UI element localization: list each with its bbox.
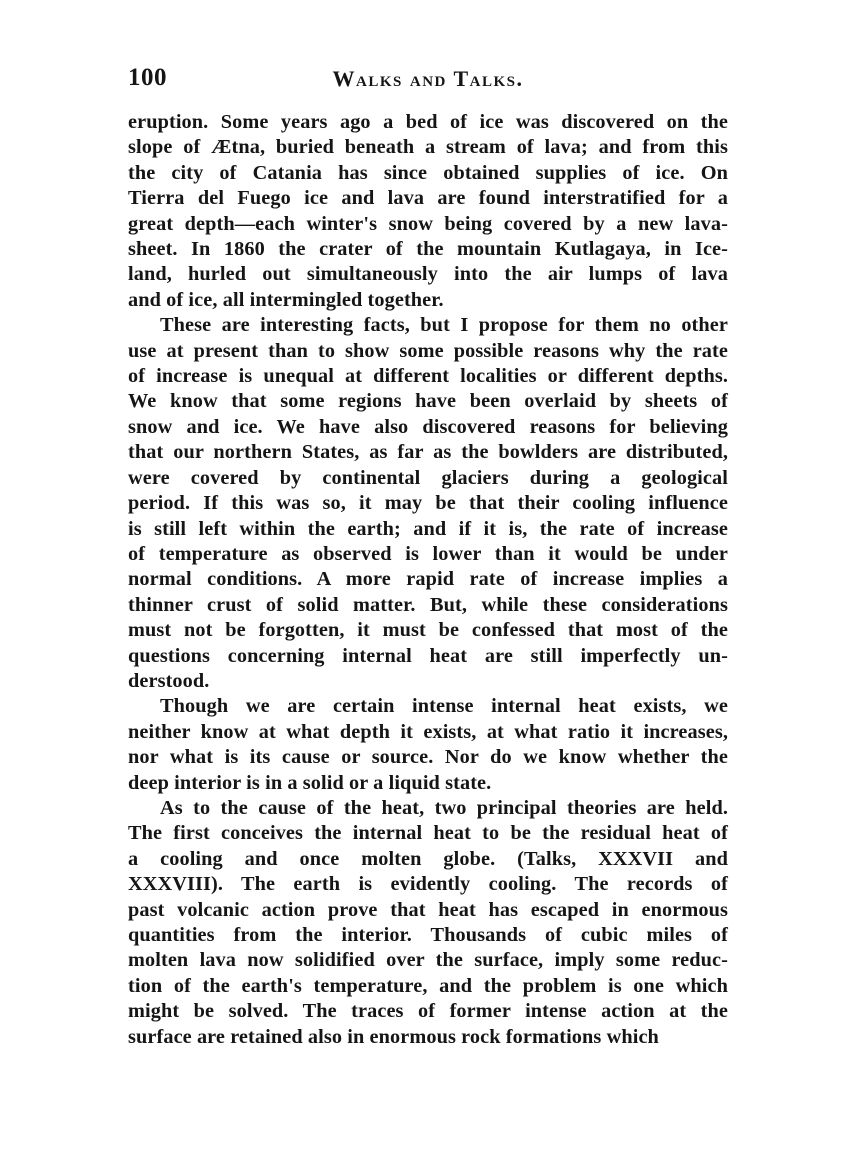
- text-line: nor what is its cause or source. Nor do we know whether the: [128, 746, 728, 769]
- text-line: use at present than to show some possible reasons why the rate: [128, 339, 728, 362]
- text-line: past volcanic action prove that heat has escaped in enormous: [128, 898, 728, 921]
- text-line: neither know at what depth it exists, at what ratio it increases,: [128, 720, 728, 743]
- text-line: quantities from the interior. Thousands of cubic miles of: [128, 924, 728, 946]
- text-line: derstood.: [128, 669, 210, 692]
- text-line: that our northern States, as far as the bowlders are distributed,: [128, 441, 728, 464]
- text-line: XXXVIII). The earth is evidently cooling. The records of: [128, 873, 728, 896]
- text-line: questions concerning internal heat are still imperfectly un-: [128, 644, 728, 667]
- text-line: normal conditions. A more rapid rate of increase implies a: [128, 568, 728, 591]
- body-text: [128, 110, 728, 1050]
- text-line: and of ice, all intermingled together.: [128, 288, 444, 311]
- text-line: great depth—each winter's snow being covered by a new lava-: [128, 212, 728, 235]
- text-line: As to the cause of the heat, two principal theories are held.: [160, 796, 728, 819]
- text-line: slope of Ætna, buried beneath a stream of lava; and from this: [128, 136, 728, 159]
- text-line: period. If this was so, it may be that their cooling influence: [128, 492, 728, 515]
- text-line: sheet. In 1860 the crater of the mountain Kutlagaya, in Ice-: [128, 238, 728, 261]
- text-line: land, hurled out simultaneously into the air lumps of lava: [128, 263, 728, 286]
- text-line: tion of the earth's temperature, and the problem is one which: [128, 974, 728, 997]
- text-line: must not be forgotten, it must be confessed that most of the: [128, 619, 728, 642]
- running-title: Walks and Talks.: [332, 66, 524, 91]
- text-line: of increase is unequal at different localities or different depths.: [128, 365, 728, 388]
- text-line: These are interesting facts, but I propose for them no other: [160, 314, 728, 337]
- page-number: 100: [128, 64, 167, 91]
- text-line: is still left within the earth; and if it is, the rate of increase: [128, 517, 728, 540]
- text-line: snow and ice. We have also discovered reasons for believing: [128, 415, 728, 438]
- text-line: eruption. Some years ago a bed of ice was discovered on the: [128, 111, 728, 133]
- text-line: We know that some regions have been overlaid by sheets of: [128, 390, 728, 413]
- text-line: the city of Catania has since obtained supplies of ice. On: [128, 161, 728, 184]
- text-line: a cooling and once molten globe. (Talks, XXXVII and: [128, 847, 728, 870]
- text-line: molten lava now solidified over the surface, imply some reduc-: [128, 949, 728, 972]
- text-line: might be solved. The traces of former intense action at the: [128, 1000, 728, 1023]
- text-line: surface are retained also in enormous rock formations which: [128, 1025, 659, 1048]
- text-line: Tierra del Fuego ice and lava are found interstratified for a: [128, 187, 728, 210]
- text-line: The first conceives the internal heat to be the residual heat of: [128, 822, 728, 845]
- text-line: of temperature as observed is lower than it would be under: [128, 542, 728, 565]
- book-page: [128, 64, 728, 1050]
- text-line: were covered by continental glaciers during a geological: [128, 466, 728, 489]
- running-head: [128, 64, 728, 100]
- text-line: deep interior is in a solid or a liquid state.: [128, 771, 492, 794]
- text-line: Though we are certain intense internal heat exists, we: [160, 695, 728, 718]
- text-line: thinner crust of solid matter. But, while these considerations: [128, 593, 728, 616]
